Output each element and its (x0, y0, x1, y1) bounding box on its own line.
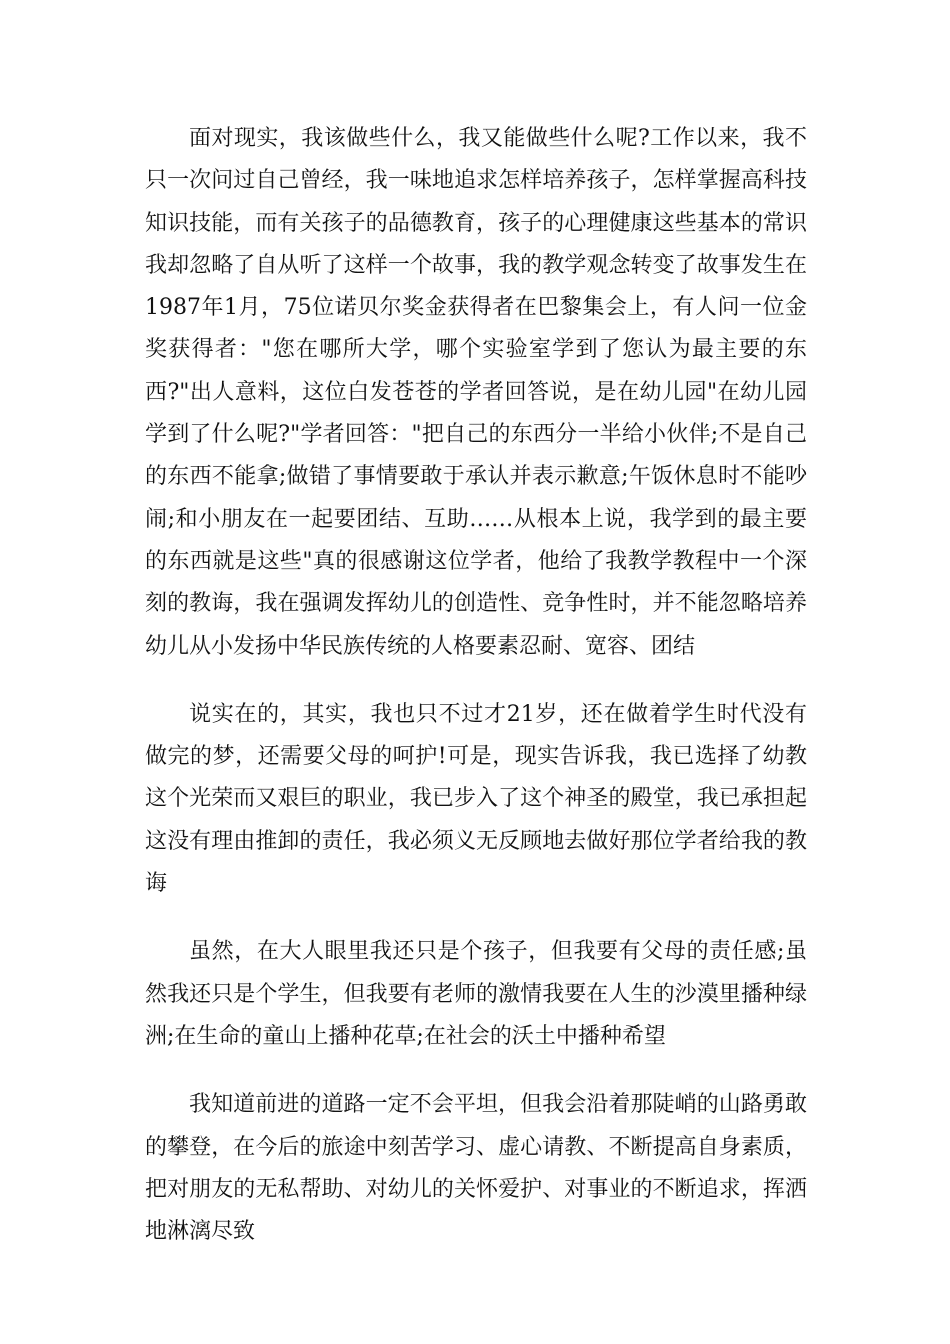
paragraph-4: 我知道前进的道路一定不会平坦，但我会沿着那陡峭的山路勇敢的攀登，在今后的旅途中刻苦学习、虚心请教、不断提高自身素质，把对朋友的无私帮助、对幼儿的关怀爱护、对事业的不断追求，挥洒地淋漓尽致 (145, 1092, 807, 1245)
paragraph-2: 说实在的，其实，我也只不过才21岁，还在做着学生时代没有做完的梦，还需要父母的呵护!可是，现实告诉我，我已选择了幼教这个光荣而又艰巨的职业，我已步入了这个神圣的殿堂，我已承担起这没有理由推卸的责任，我必须义无反顾地去做好那位学者给我的教诲 (145, 701, 807, 897)
paragraph-3: 虽然，在大人眼里我还只是个孩子，但我要有父母的责任感;虽然我还只是个学生，但我要有老师的激情我要在人生的沙漠里播种绿洲;在生命的童山上播种花草;在社会的沃土中播种希望 (145, 939, 807, 1049)
paragraph-1: 面对现实，我该做些什么，我又能做些什么呢?工作以来，我不只一次问过自己曾经，我一味地追求怎样培养孩子，怎样掌握高科技知识技能，而有关孩子的品德教育，孩子的心理健康这些基本的常识我却忽略了自从听了这样一个故事，我的教学观念转变了故事发生在1987年1月，75位诺贝尔奖金获得者在巴黎集会上，有人问一位金奖获得者："您在哪所大学，哪个实验室学到了您认为最主要的东西?"出人意料，这位白发苍苍的学者回答说，是在幼儿园"在幼儿园学到了什么呢?"学者回答："把自己的东西分一半给小伙伴;不是自己的东西不能拿;做错了事情要敢于承认并表示歉意;午饭休息时不能吵闹;和小朋友在一起要团结、互助……从根本上说，我学到的最主要的东西就是这些"真的很感谢这位学者，他给了我教学教程中一个深刻的教诲，我在强调发挥幼儿的创造性、竞争性时，并不能忽略培养幼儿从小发扬中华民族传统的人格要素忍耐、宽容、团结 (145, 126, 807, 659)
document-body (145, 118, 807, 1253)
